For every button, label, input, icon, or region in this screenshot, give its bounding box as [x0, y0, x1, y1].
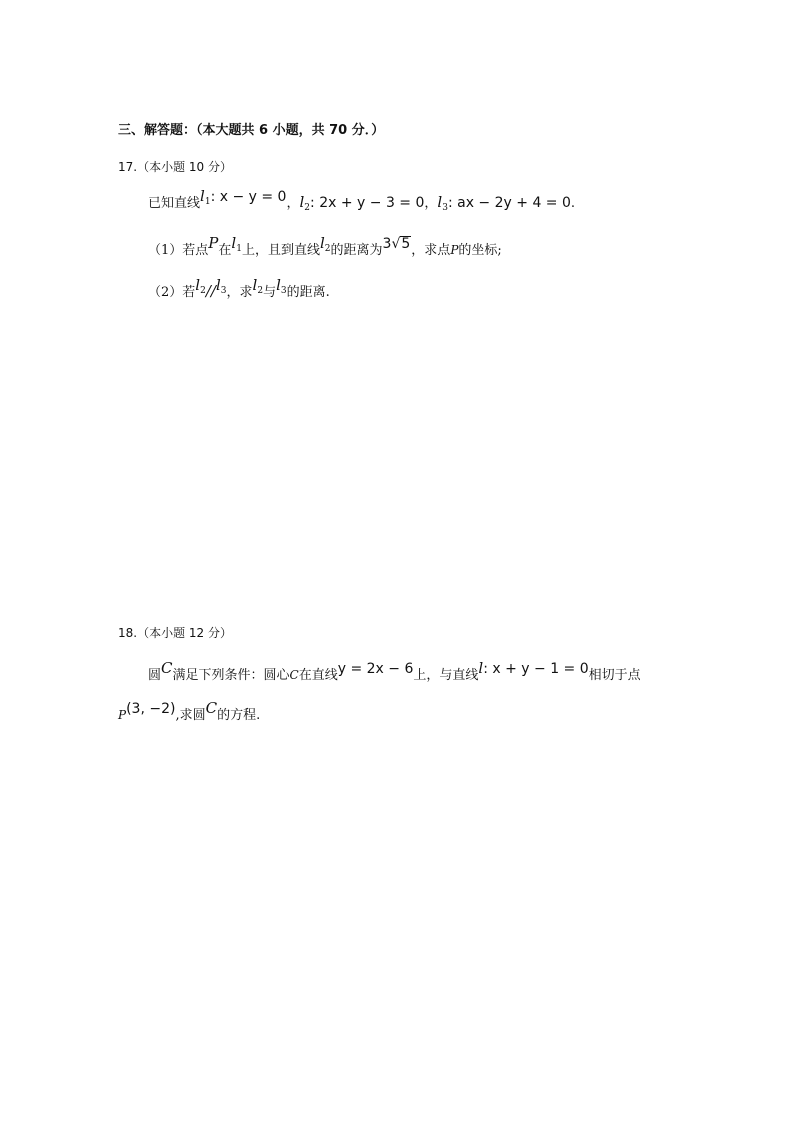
separator: ， — [286, 196, 300, 211]
statement-text: 相切于点 — [588, 668, 641, 683]
part-text: 在 — [218, 243, 232, 258]
line-l2-name: l — [299, 193, 305, 211]
line-l2-name: l — [195, 276, 201, 294]
part-number: （2） — [148, 285, 183, 300]
line-l2-name: l — [319, 234, 325, 252]
question-18-statement-line-1 — [148, 659, 641, 683]
question-17-label: 17.（本小题 10 分） — [118, 160, 232, 174]
statement-text: 已知直线 — [148, 196, 201, 211]
statement-end: . — [570, 196, 576, 211]
center-line-equation: y = 2x − 6 — [337, 661, 414, 677]
part-text: 的坐标; — [458, 243, 502, 258]
statement-text: ,求圆 — [175, 708, 206, 723]
line-l3-name: l — [437, 193, 443, 211]
part-text: ，求 — [226, 285, 253, 300]
line-l3-subscript: 3 — [220, 286, 227, 296]
statement-text: 的方程. — [217, 708, 261, 723]
statement-text: 在直线 — [298, 668, 338, 683]
question-17-part-2 — [148, 276, 330, 302]
part-text: 的距离. — [286, 285, 330, 300]
line-l3-subscript: 3 — [442, 203, 448, 213]
distance-coefficient: 3 — [382, 236, 392, 252]
line-l2-subscript: 2 — [304, 203, 311, 213]
statement-text: 圆 — [148, 668, 162, 683]
line-l3-equation: : ax − 2y + 4 = 0 — [447, 195, 571, 211]
part-text: 上，且到直线 — [241, 243, 320, 258]
section-heading: 三、解答题：（本大题共 6 小题，共 70 分．） — [118, 123, 385, 138]
question-17-part-1 — [148, 234, 502, 260]
part-text: ，求点 — [411, 243, 451, 258]
tangent-line-name: l — [478, 659, 484, 677]
line-l1-subscript: 1 — [204, 197, 211, 207]
circle-c: C — [161, 659, 173, 677]
line-l2-equation: : 2x + y − 3 = 0 — [310, 195, 425, 211]
line-l1-subscript: 1 — [236, 244, 242, 254]
question-17-statement — [148, 187, 576, 213]
statement-text: 上，与直线 — [413, 668, 479, 683]
point-p: P — [118, 708, 127, 722]
separator: ， — [424, 196, 438, 211]
question-18-label: 18.（本小题 12 分） — [118, 626, 232, 640]
distance-value: 3√5 — [382, 236, 411, 252]
line-l3-name: l — [276, 276, 281, 294]
circle-c: C — [205, 699, 218, 717]
part-number: （1） — [148, 243, 183, 258]
part-text: 与 — [263, 285, 277, 300]
tangent-point-coordinates: (3, −2) — [126, 701, 176, 717]
distance-radicand: 5 — [401, 236, 411, 252]
line-l1-equation: : x − y = 0 — [210, 189, 287, 205]
parallel-symbol: // — [205, 282, 216, 300]
point-p: P — [208, 234, 219, 252]
center-c: C — [289, 668, 299, 682]
part-text: 若点 — [182, 243, 209, 258]
line-l2-subscript: 2 — [257, 286, 264, 296]
line-l2-subscript: 2 — [324, 244, 331, 254]
line-l2-subscript: 2 — [200, 286, 206, 296]
line-l1-name: l — [231, 234, 237, 252]
part-text: 若 — [182, 285, 196, 300]
question-18-statement-line-2 — [118, 699, 261, 723]
line-l3-name: l — [215, 276, 221, 294]
point-p: P — [450, 243, 459, 257]
part-text: 的距离为 — [330, 243, 383, 258]
line-l3-subscript: 3 — [280, 286, 287, 296]
statement-text: 满足下列条件：圆心 — [172, 668, 290, 683]
line-l1-name: l — [200, 187, 205, 205]
line-l2-name: l — [252, 276, 258, 294]
tangent-line-equation: : x + y − 1 = 0 — [483, 661, 589, 677]
